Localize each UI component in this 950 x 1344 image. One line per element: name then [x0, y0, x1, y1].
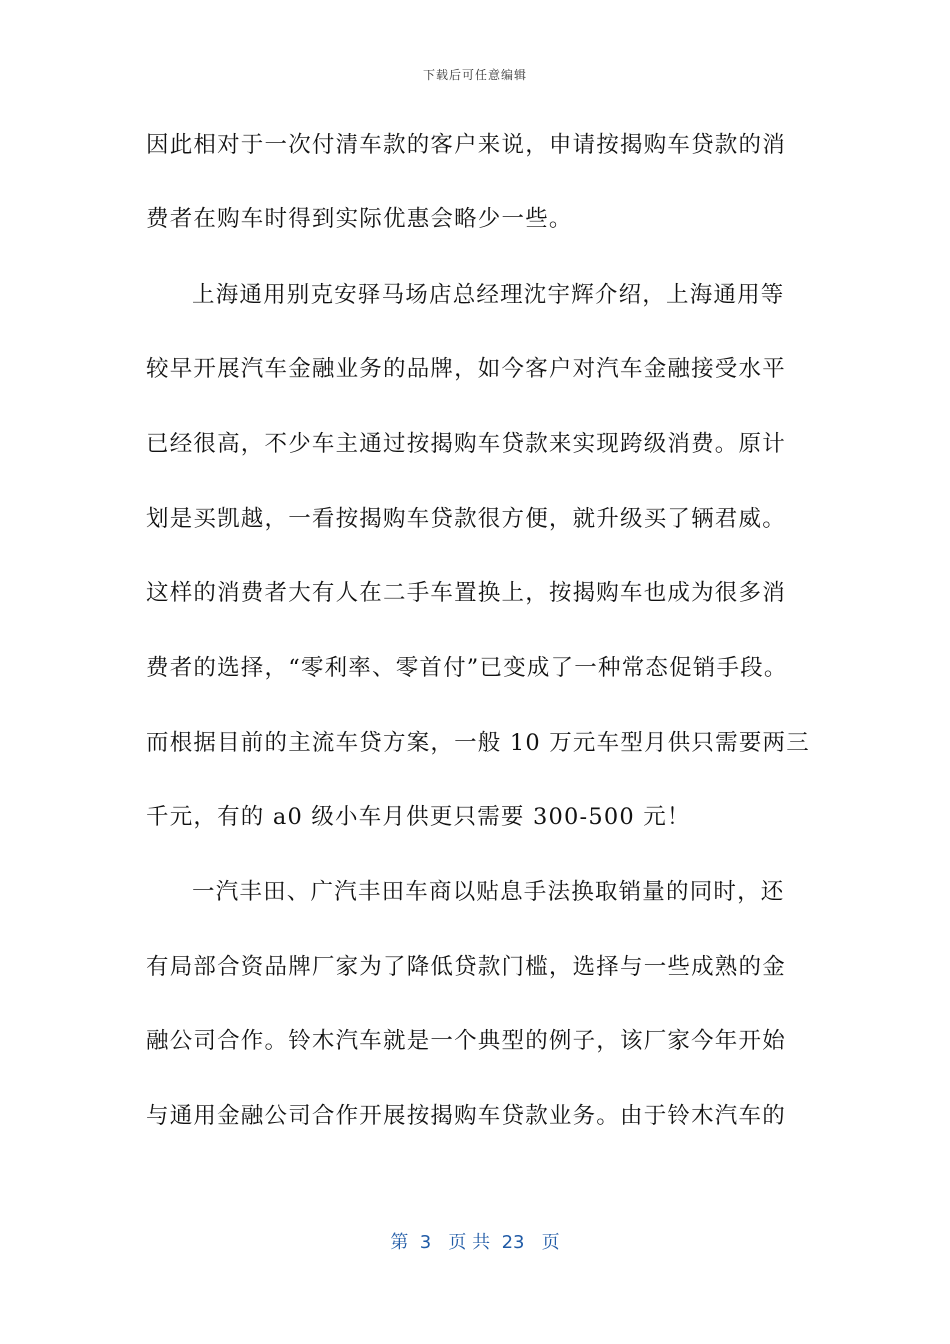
paragraph-line: 融公司合作。铃木汽车就是一个典型的例子，该厂家今年开始	[146, 1028, 786, 1054]
paragraph-line: 较早开展汽车金融业务的品牌，如今客户对汽车金融接受水平	[146, 356, 786, 382]
paragraph-line: 这样的消费者大有人在二手车置换上，按揭购车也成为很多消	[146, 580, 786, 606]
paragraph-line: 千元，有的 a0 级小车月供更只需要 300-500 元！	[146, 804, 691, 830]
paragraph-line: 一汽丰田、广汽丰田车商以贴息手法换取销量的同时，还	[192, 879, 785, 905]
paragraph-line: 已经很高，不少车主通过按揭购车贷款来实现跨级消费。原计	[146, 431, 786, 457]
paragraph-line: 费者的选择，“零利率、零首付”已变成了一种常态促销手段。	[146, 655, 788, 681]
paragraph-line: 上海通用别克安驿马场店总经理沈宇辉介绍，上海通用等	[192, 282, 785, 308]
page-header-note: 下载后可任意编辑	[422, 68, 527, 82]
page-number-footer: 第 3 页 共 23 页	[390, 1232, 560, 1253]
paragraph-line: 因此相对于一次付清车款的客户来说，申请按揭购车贷款的消	[146, 132, 786, 158]
paragraph-line: 划是买凯越，一看按揭购车贷款很方便，就升级买了辆君威。	[146, 506, 786, 532]
paragraph-line: 有局部合资品牌厂家为了降低贷款门槛，选择与一些成熟的金	[146, 954, 786, 980]
paragraph-line: 与通用金融公司合作开展按揭购车贷款业务。由于铃木汽车的	[146, 1103, 786, 1129]
paragraph-line: 费者在购车时得到实际优惠会略少一些。	[146, 206, 573, 232]
paragraph-line: 而根据目前的主流车贷方案，一般 10 万元车型月供只需要两三	[146, 730, 810, 756]
